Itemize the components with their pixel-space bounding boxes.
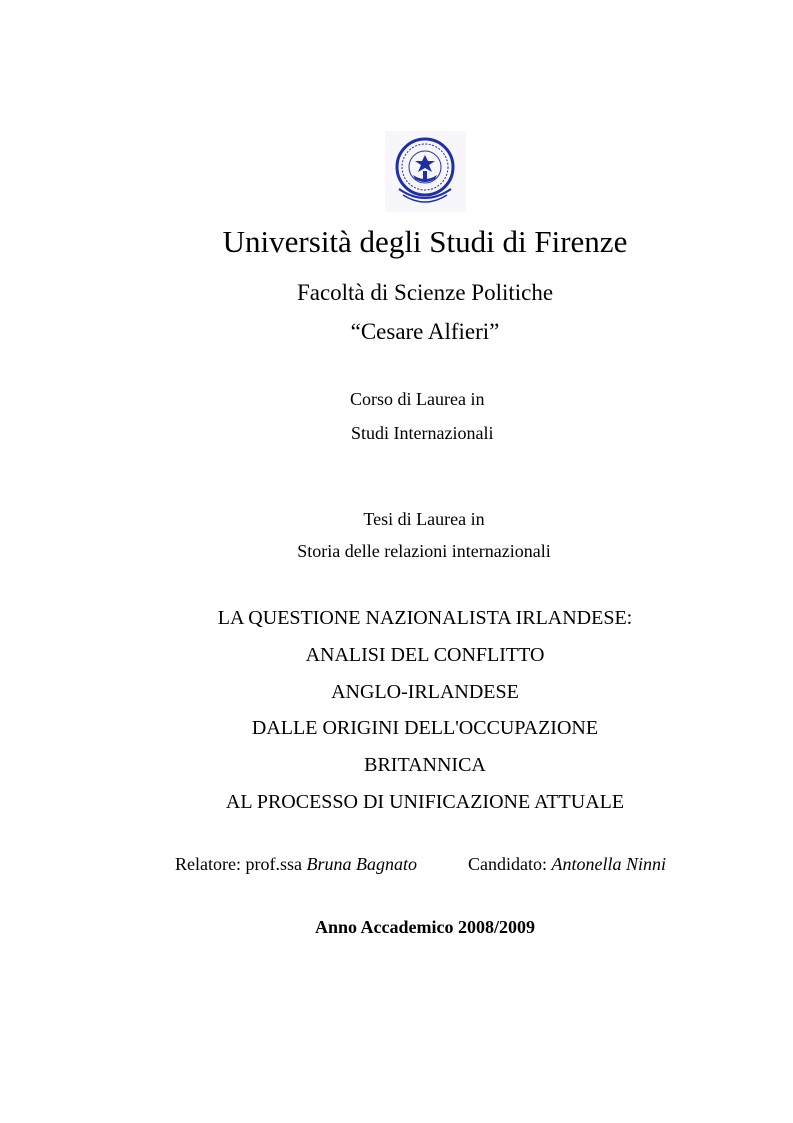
course-label: Corso di Laurea in: [350, 389, 485, 409]
university-name: Università degli Studi di Firenze: [222, 224, 628, 259]
faculty-subtitle: “Cesare Alfieri”: [350, 319, 500, 344]
thesis-title-line: LA QUESTIONE NAZIONALISTA IRLANDESE:: [217, 607, 633, 629]
candidate-name: Antonella Ninni: [551, 854, 666, 874]
thesis-title-line: AL PROCESSO DI UNIFICAZIONE ATTUALE: [225, 791, 625, 813]
candidate-label: Candidato:: [468, 854, 552, 874]
course-name: Studi Internazionali: [351, 423, 494, 443]
candidate: [468, 855, 666, 873]
supervisor-label: Relatore: prof.ssa: [175, 854, 307, 874]
faculty-name: Facoltà di Scienze Politiche: [296, 280, 554, 305]
thesis-title-line: ANGLO-IRLANDESE: [331, 681, 519, 703]
supervisor: [175, 855, 417, 873]
thesis-title-line: DALLE ORIGINI DELL'OCCUPAZIONE: [251, 717, 599, 739]
thesis-title-line: BRITANNICA: [364, 754, 486, 776]
academic-year: Anno Accademico 2008/2009: [315, 917, 535, 937]
thesis-title-line: ANALISI DEL CONFLITTO: [305, 644, 545, 666]
thesis-label: Tesi di Laurea in: [363, 509, 485, 529]
university-seal-icon: [385, 131, 466, 212]
supervisor-name: Bruna Bagnato: [306, 854, 417, 874]
thesis-subject: Storia delle relazioni internazionali: [297, 541, 551, 561]
